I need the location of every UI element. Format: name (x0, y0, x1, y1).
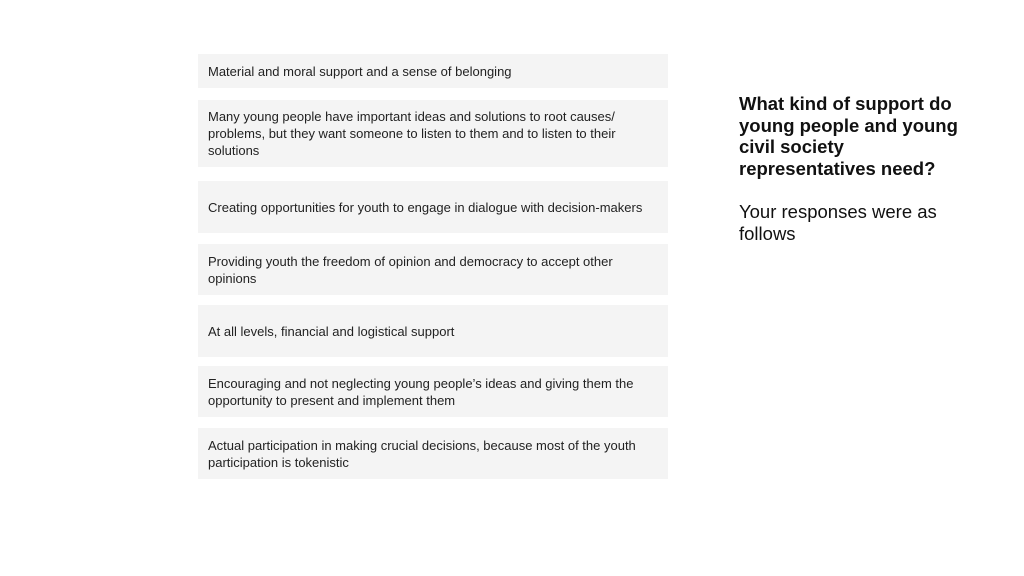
response-card (198, 428, 668, 479)
question-heading: What kind of support do young people and young civil society representatives need? (739, 93, 958, 179)
response-text: Creating opportunities for youth to engage in dialogue with decision-makers (208, 199, 643, 215)
response-card (198, 181, 668, 233)
response-text: Material and moral support and a sense of belonging (208, 63, 512, 79)
response-text: Providing youth the freedom of opinion and democracy to accept other opinions (208, 253, 613, 286)
response-card (198, 366, 668, 417)
response-text: At all levels, financial and logistical support (208, 323, 455, 339)
response-card (198, 244, 668, 295)
response-card (198, 305, 668, 357)
question-panel (739, 93, 979, 244)
response-text: Many young people have important ideas and solutions to root causes/ problems, but they want someone to listen to them and to listen to their solutions (208, 109, 616, 158)
response-card (198, 54, 668, 88)
responses-subtitle: Your responses were as follows (739, 201, 937, 244)
response-card (198, 100, 668, 167)
response-text: Encouraging and not neglecting young people’s ideas and giving them the opportunity to present and implement them (208, 375, 634, 408)
response-text: Actual participation in making crucial decisions, because most of the youth participation is tokenistic (208, 437, 636, 470)
